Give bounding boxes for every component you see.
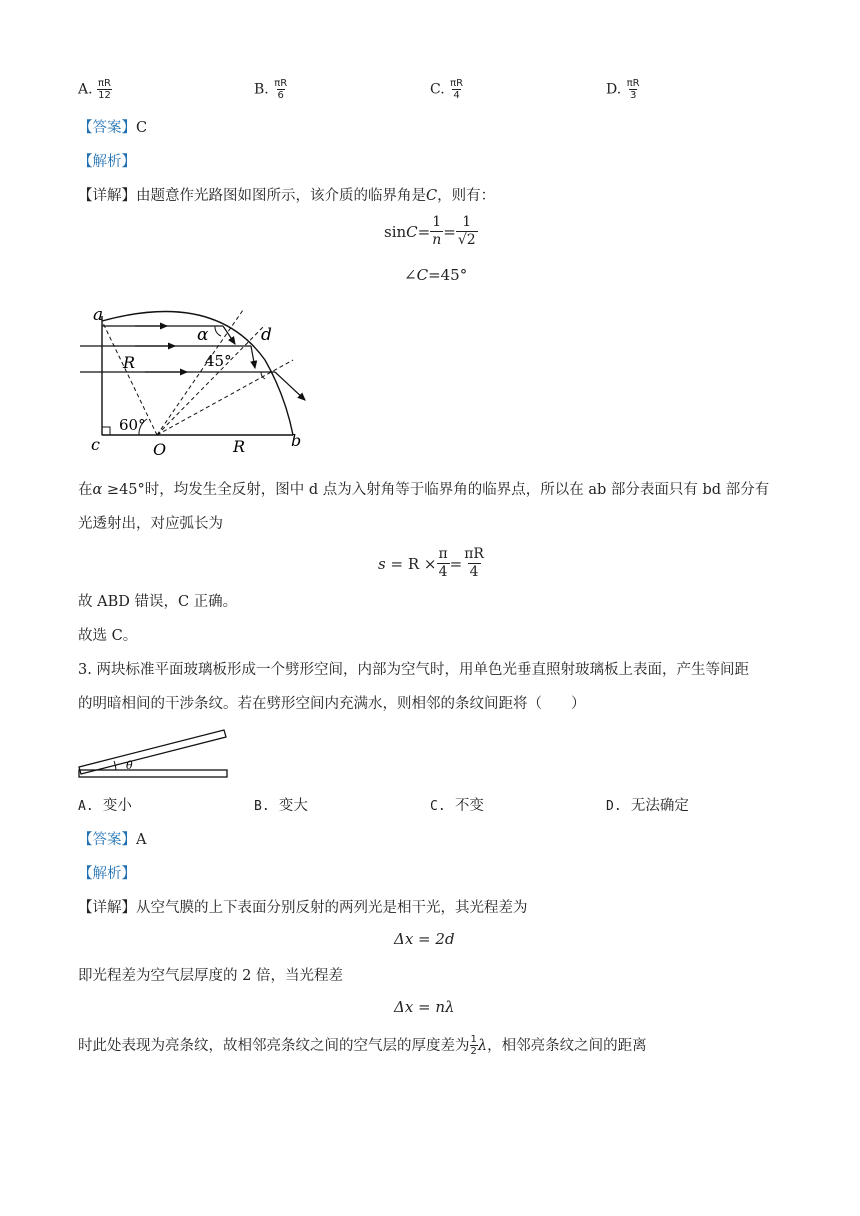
fraction: $\frac{\pi R}{12}$	[98, 78, 111, 101]
equation-angle-c: ∠C=45°	[404, 266, 468, 284]
theta-label: θ	[126, 759, 133, 772]
q3-detail-line: 【详解】从空气膜的上下表面分别反射的两列光是相干光，其光程差为	[78, 900, 528, 916]
label-b: b	[291, 431, 302, 450]
q3-answer-line: 【答案】A	[78, 832, 147, 848]
label-a: a	[93, 305, 104, 325]
label-45: 45°	[205, 352, 232, 370]
option-d: D. $\frac{\pi R}{3}$	[606, 78, 640, 101]
equation-sinc: sin C = $\frac{1}{n}$ = $\frac{1}{√2}$	[384, 214, 476, 248]
label-r-base: R	[233, 437, 246, 456]
label-60: 60°	[119, 416, 146, 434]
bottom-plate	[79, 770, 227, 777]
alpha-arc	[215, 326, 221, 336]
option-c: C. $\frac{\pi R}{4}$	[430, 78, 464, 101]
q3-equation-2: Δx = nλ	[394, 998, 455, 1016]
q3-option-d: D. 无法确定	[606, 798, 689, 814]
answer-line	[78, 118, 147, 138]
q3-stem-line1: 3. 两块标准平面玻璃板形成一个劈形空间，内部为空气时，用单色光垂直照射玻璃板上表面，产生等间距	[78, 662, 749, 678]
q3-analysis-label: 【解析】	[78, 866, 136, 882]
top-plate	[79, 730, 226, 774]
equation-arc-length: s = R × $\frac{\pi}{4}$ = $\frac{\pi R}{4}$	[378, 546, 484, 580]
answer-value: C	[136, 120, 148, 136]
wedge-diagram	[76, 726, 236, 784]
q3-option-b: B. 变大	[254, 798, 308, 814]
optics-diagram	[75, 300, 315, 460]
text-conclusion: 故 ABD 错误，C 正确。	[78, 594, 238, 610]
text-choose: 故选 C。	[78, 628, 138, 644]
q3-text1: 即光程差为空气层厚度的 2 倍，当光程差	[78, 968, 343, 984]
label-c: c	[91, 435, 100, 454]
label-o: O	[153, 440, 167, 459]
analysis-label: 【解析】	[78, 154, 136, 170]
text-transmit: 光透射出，对应弧长为	[78, 516, 223, 532]
fraction: $\frac{\pi R}{3}$	[626, 78, 640, 101]
label-d: d	[261, 325, 272, 345]
text-total-reflection: 在α ≥45°时，均发生全反射，图中 d 点为入射角等于临界角的临界点，所以在 ab 部分表面只有 bd 部分有	[78, 482, 770, 498]
label-r-radius: R	[123, 353, 136, 372]
dashed-normal-3	[157, 360, 293, 435]
option-a: A. $\frac{\pi R}{12}$	[78, 78, 111, 101]
refracted-ray	[275, 372, 305, 400]
q3-equation-1: Δx = 2d	[394, 930, 455, 948]
option-b: B. $\frac{\pi R}{6}$	[254, 78, 288, 101]
label-alpha: α	[197, 325, 209, 345]
right-angle-mark	[102, 427, 110, 435]
q3-option-c: C. 不变	[430, 798, 484, 814]
q3-option-a: A. 变小	[78, 798, 132, 814]
dashed-normal-d	[157, 325, 265, 435]
reflected-ray-2	[251, 346, 255, 368]
answer-label: 【答案】	[78, 120, 136, 136]
q3-text2: 时此处表现为亮条纹，故相邻亮条纹之间的空气层的厚度差为 $\frac{1}{2}$ λ ，相邻亮条纹之间的距离	[78, 1034, 647, 1057]
q3-stem-line2: 的明暗相间的干涉条纹。若在劈形空间内充满水，则相邻的条纹间距将（ ）	[78, 696, 586, 712]
fraction: $\frac{\pi R}{6}$	[274, 78, 288, 101]
fraction: $\frac{\pi R}{4}$	[450, 78, 464, 101]
detail-line: 【详解】由题意作光路图如图所示，该介质的临界角是C，则有：	[78, 188, 496, 204]
